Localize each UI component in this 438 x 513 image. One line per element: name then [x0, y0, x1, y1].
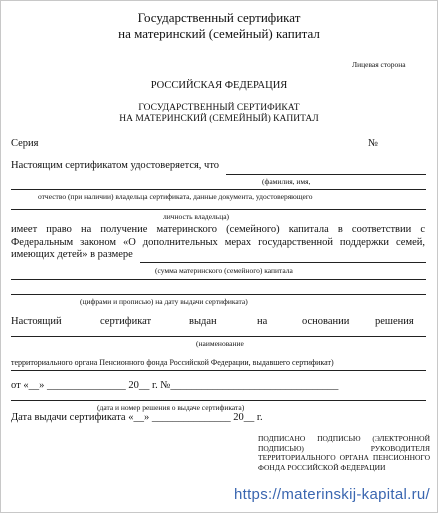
pfr-line [11, 370, 426, 371]
caption-decision: (дата и номер решения о выдаче сертификата) [97, 403, 245, 412]
from-text: от «__» _______________ 20__ г. №________________________________ [11, 380, 339, 391]
certify-text: Настоящим сертификатом удостоверяется, что [11, 160, 220, 171]
doc-title-line1: Государственный сертификат [137, 10, 301, 25]
signature-block: ПОДПИСАНО ПОДПИСЬЮ (ЭЛЕКТРОННОЙ ПОДПИСЬЮ) РУКОВОДИТЕЛЯ ТЕРРИТОРИАЛЬНОГО ОРГАНА ПЕНСИОННОГО ФОНДА РОССИЙСКОЙ ФЕДЕРАЦИИ [258, 434, 430, 472]
caption-name: (наименование [196, 339, 244, 348]
cert-heading-line1: ГОСУДАРСТВЕННЫЙ СЕРТИФИКАТ [138, 103, 300, 113]
issued-word-3: выдан [189, 316, 217, 327]
issue-date-text: Дата выдачи сертификата «__» _______________ 20__ г. [11, 412, 263, 423]
caption-words: (цифрами и прописью) на дату выдачи сертификата) [80, 297, 248, 306]
identity-line [11, 209, 426, 210]
cert-heading-line2: НА МАТЕРИНСКИЙ (СЕМЕЙНЫЙ) КАПИТАЛ [119, 114, 319, 124]
caption-patronymic: отчество (при наличии) владельца сертификата, данные документа, удостоверяющего [38, 192, 313, 201]
issued-word-6: решения [375, 316, 414, 327]
fio-line [226, 174, 426, 175]
doc-title-line2: на материнский (семейный) капитал [118, 26, 320, 41]
decision-line [11, 400, 426, 401]
amount-words-line-2 [11, 294, 426, 295]
watermark-url[interactable]: https://materinskij-kapital.ru/ [233, 486, 430, 503]
side-label: Лицевая сторона [352, 60, 406, 69]
pfr-text: территориального органа Пенсионного фонда Российской Федерации, выдавшего сертификат) [11, 358, 334, 367]
patronymic-line [11, 189, 426, 190]
caption-fio: (фамилия, имя, [262, 177, 311, 186]
caption-identity: личность владельца) [163, 212, 230, 221]
amount-words-line [11, 279, 426, 280]
issued-word-5: основании [302, 316, 350, 327]
series-label: Серия [11, 138, 39, 149]
caption-amount: (сумма материнского (семейного) капитала [155, 266, 293, 275]
country-heading: РОССИЙСКАЯ ФЕДЕРАЦИЯ [150, 80, 288, 91]
right-paragraph: имеет право на получение материнского (семейного) капитала в соответствии с Федеральным законом «О дополнительных мерах государственной поддержки семей, имеющих детей» в размере [11, 224, 425, 260]
issued-word-1: Настоящий [11, 316, 62, 327]
issued-word-2: сертификат [100, 316, 152, 327]
issued-word-4: на [257, 316, 268, 327]
amount-line [140, 262, 426, 263]
number-label: № [368, 138, 379, 149]
name-line [11, 336, 426, 337]
